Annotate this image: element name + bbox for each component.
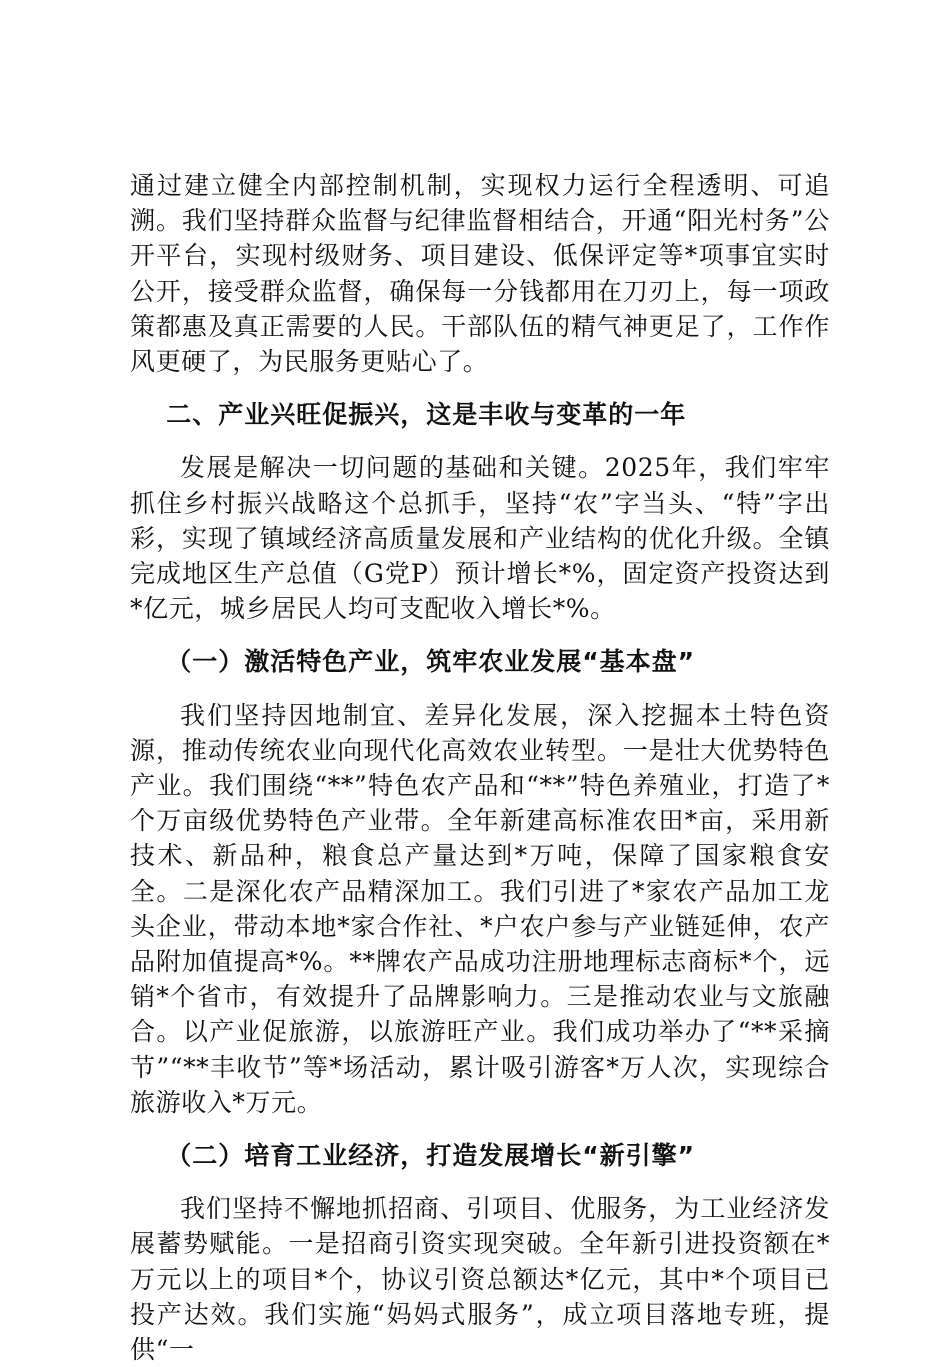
- document-page: [130, 168, 830, 1367]
- paragraph-industry: 我们坚持不懈地抓招商、引项目、优服务，为工业经济发展蓄势赋能。一是招商引资实现突破。全年新引进投资额在*万元以上的项目*个，协议引资总额达*亿元，其中*个项目已投产达效。我们实施“妈妈式服务”，成立项目落地专班，提供“一: [130, 1194, 830, 1365]
- subsection-heading-2: （二）培育工业经济，打造发展增长“新引擎”: [166, 1141, 696, 1171]
- paragraph-continuation: 通过建立健全内部控制机制，实现权力运行全程透明、可追溯。我们坚持群众监督与纪律监督相结合，开通“阳光村务”公开平台，实现村级财务、项目建设、低保评定等*项事宜实时公开，接受群众监督，确保每一分钱都用在刀刃上，每一项政策都惠及真正需要的人民。干部队伍的精气神更足了，工作作风更硬了，为民服务更贴心了。: [130, 171, 830, 377]
- paragraph-agriculture: 我们坚持因地制宜、差异化发展，深入挖掘本土特色资源，推动传统农业向现代化高效农业转型。一是壮大优势特色产业。我们围绕“**”特色农产品和“**”特色养殖业，打造了*个万亩级优势特色产业带。全年新建高标准农田*亩，采用新技术、新品种，粮食总产量达到*万吨，保障了国家粮食安全。二是深化农产品精深加工。我们引进了*家农产品加工龙头企业，带动本地*家合作社、*户农户参与产业链延伸，农产品附加值提高*%。**牌农产品成功注册地理标志商标*个，远销*个省市，有效提升了品牌影响力。三是推动农业与文旅融合。以产业促旅游，以旅游旺产业。我们成功举办了“**采摘节”“**丰收节”等*场活动，累计吸引游客*万人次，实现综合旅游收入*万元。: [130, 700, 830, 1117]
- paragraph-development: 发展是解决一切问题的基础和关键。2025年，我们牢牢抓住乡村振兴战略这个总抓手，坚持“农”字当头、“特”字出彩，实现了镇域经济高质量发展和产业结构的优化升级。全镇完成地区生产总值（G党P）预计增长*%，固定资产投资达到*亿元，城乡居民人均可支配收入增长*%。: [130, 453, 830, 624]
- section-heading-2: 二、产业兴旺促振兴，这是丰收与变革的一年: [166, 400, 687, 430]
- subsection-heading-1: （一）激活特色产业，筑牢农业发展“基本盘”: [166, 647, 696, 677]
